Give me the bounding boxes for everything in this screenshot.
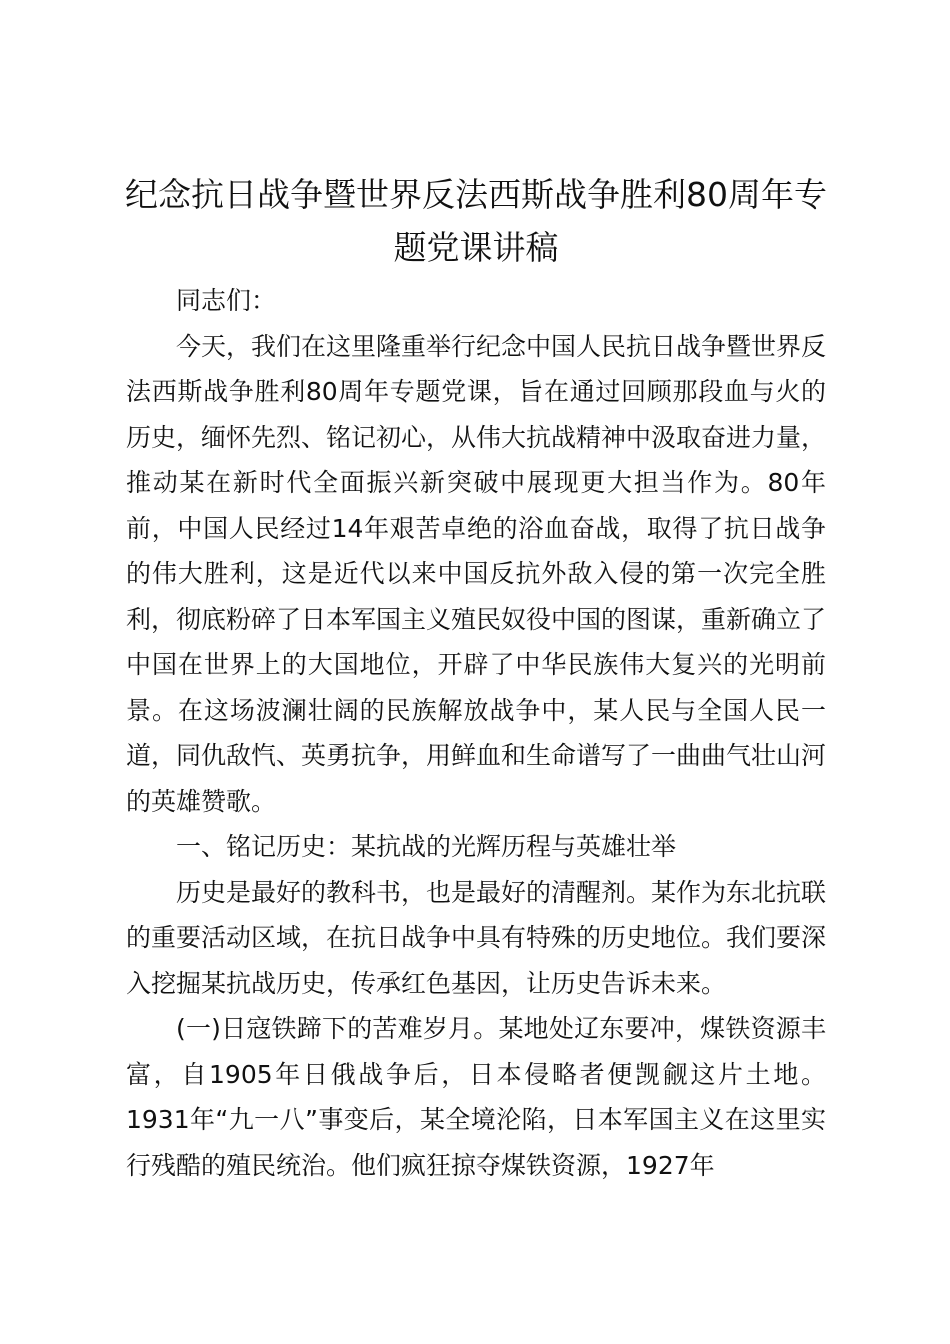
document-title: 纪念抗日战争暨世界反法西斯战争胜利80周年专题党课讲稿 [125, 175, 827, 267]
subsection-1-paragraph: (一)日寇铁蹄下的苦难岁月。某地处辽东要冲，煤铁资源丰富，自1905年日俄战争后，日本侵略者便觊觎这片土地。1931年“九一八”事变后，某全境沦陷，日本军国主义在这里实行残酷的殖民统治。他们疯狂掠夺煤铁资源，1927年 [126, 1014, 826, 1180]
document-body [126, 278, 826, 1188]
section-1-paragraph: 历史是最好的教科书，也是最好的清醒剂。某作为东北抗联的重要活动区域，在抗日战争中具有特殊的历史地位。我们要深入挖掘某抗战历史，传承红色基因，让历史告诉未来。 [126, 877, 827, 998]
salutation: 同志们： [176, 286, 277, 315]
section-heading-1: 一、铭记历史：某抗战的光辉历程与英雄壮举 [176, 832, 677, 861]
intro-paragraph: 今天，我们在这里隆重举行纪念中国人民抗日战争暨世界反法西斯战争胜利80周年专题党课，旨在通过回顾那段血与火的历史，缅怀先烈、铭记初心，从伟大抗战精神中汲取奋进力量，推动某在新时代全面振兴新突破中展现更大担当作为。80年前，中国人民经过14年艰苦卓绝的浴血奋战，取得了抗日战争的伟大胜利，这是近代以来中国反抗外敌入侵的第一次完全胜利，彻底粉碎了日本军国主义殖民奴役中国的图谋，重新确立了中国在世界上的大国地位，开辟了中华民族伟大复兴的光明前景。在这场波澜壮阔的民族解放战争中，某人民与全国人民一道，同仇敌忾、英勇抗争，用鲜血和生命谱写了一曲曲气壮山河的英雄赞歌。 [126, 331, 827, 816]
document-page [126, 168, 826, 1188]
